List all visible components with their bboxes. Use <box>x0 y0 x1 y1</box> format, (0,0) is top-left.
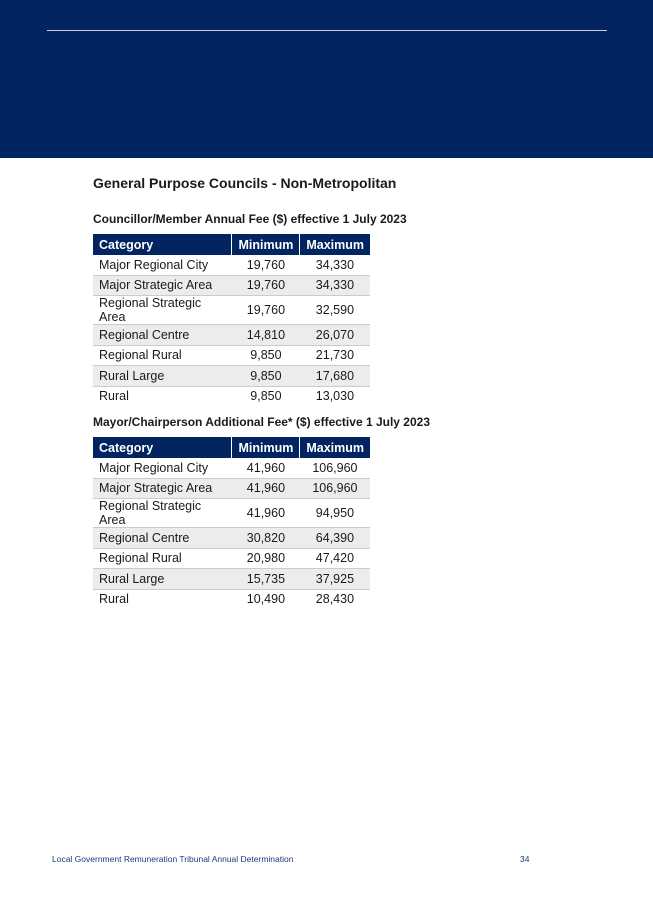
minimum-cell: 19,760 <box>232 296 300 325</box>
maximum-cell: 37,925 <box>300 569 370 590</box>
minimum-cell: 41,960 <box>232 478 300 499</box>
category-cell: Regional Rural <box>93 345 232 366</box>
table-row <box>93 548 370 569</box>
maximum-cell: 32,590 <box>300 296 370 325</box>
table-row <box>93 386 370 406</box>
mayor-fee-table <box>93 437 370 609</box>
category-cell: Regional Strategic Area <box>93 296 232 325</box>
table-row <box>93 589 370 609</box>
table-header-row <box>93 234 370 255</box>
table-row <box>93 478 370 499</box>
minimum-cell: 15,735 <box>232 569 300 590</box>
maximum-cell: 94,950 <box>300 499 370 528</box>
maximum-cell: 47,420 <box>300 548 370 569</box>
minimum-cell: 19,760 <box>232 255 300 275</box>
maximum-cell: 21,730 <box>300 345 370 366</box>
minimum-cell: 9,850 <box>250 389 282 404</box>
table-row <box>93 255 370 275</box>
banner-divider <box>47 30 607 31</box>
maximum-cell: 34,330 <box>300 255 370 275</box>
table-row <box>93 325 370 346</box>
maximum-cell: 26,070 <box>300 325 370 346</box>
maximum-cell: 64,390 <box>300 528 370 549</box>
table-row <box>93 366 370 387</box>
category-cell: Regional Strategic Area <box>93 499 232 528</box>
minimum-cell: 9,850 <box>232 366 300 387</box>
minimum-cell: 20,980 <box>232 548 300 569</box>
header-category: Category <box>93 437 232 458</box>
category-cell: Major Regional City <box>93 458 232 478</box>
category-cell: Rural Large <box>93 569 232 590</box>
category-cell: Regional Rural <box>93 548 232 569</box>
minimum-cell: 19,760 <box>232 275 300 296</box>
category-cell: Major Strategic Area <box>93 478 232 499</box>
category-cell: Major Regional City <box>93 255 232 275</box>
minimum-cell: 41,960 <box>232 499 300 528</box>
table-header-row <box>93 437 370 458</box>
header-category: Category <box>93 234 232 255</box>
minimum-cell: 10,490 <box>246 592 286 607</box>
maximum-cell: 17,680 <box>300 366 370 387</box>
minimum-cell: 14,810 <box>232 325 300 346</box>
header-minimum: Minimum <box>232 234 300 255</box>
header-maximum: Maximum <box>300 234 370 255</box>
category-cell: Major Strategic Area <box>93 275 232 296</box>
category-cell: Rural Large <box>93 366 232 387</box>
mayor-fee-title: Mayor/Chairperson Additional Fee* ($) effective 1 July 2023 <box>93 415 430 429</box>
minimum-cell: 30,820 <box>232 528 300 549</box>
category-cell: Rural <box>99 389 129 404</box>
category-cell: Rural <box>99 592 129 607</box>
table-row <box>93 345 370 366</box>
table-row <box>93 569 370 590</box>
category-cell: Regional Centre <box>93 528 232 549</box>
councillor-fee-title: Councillor/Member Annual Fee ($) effective 1 July 2023 <box>93 212 407 226</box>
maximum-cell: 106,960 <box>300 458 370 478</box>
header-maximum: Maximum <box>300 437 370 458</box>
maximum-cell: 34,330 <box>300 275 370 296</box>
header-minimum: Minimum <box>232 437 300 458</box>
councillor-fee-table <box>93 234 370 406</box>
table-row <box>93 528 370 549</box>
footer-document-title: Local Government Remuneration Tribunal Annual Determination <box>52 854 294 864</box>
table-row <box>93 296 370 325</box>
table-row <box>93 458 370 478</box>
category-cell: Regional Centre <box>93 325 232 346</box>
maximum-cell: 106,960 <box>300 478 370 499</box>
page-title: General Purpose Councils - Non-Metropolitan <box>93 175 397 191</box>
footer-page-number: 34 <box>520 854 530 864</box>
header-banner <box>0 0 653 158</box>
maximum-cell: 28,430 <box>315 592 355 607</box>
maximum-cell: 13,030 <box>315 389 355 404</box>
table-row <box>93 499 370 528</box>
minimum-cell: 41,960 <box>232 458 300 478</box>
minimum-cell: 9,850 <box>232 345 300 366</box>
table-row <box>93 275 370 296</box>
